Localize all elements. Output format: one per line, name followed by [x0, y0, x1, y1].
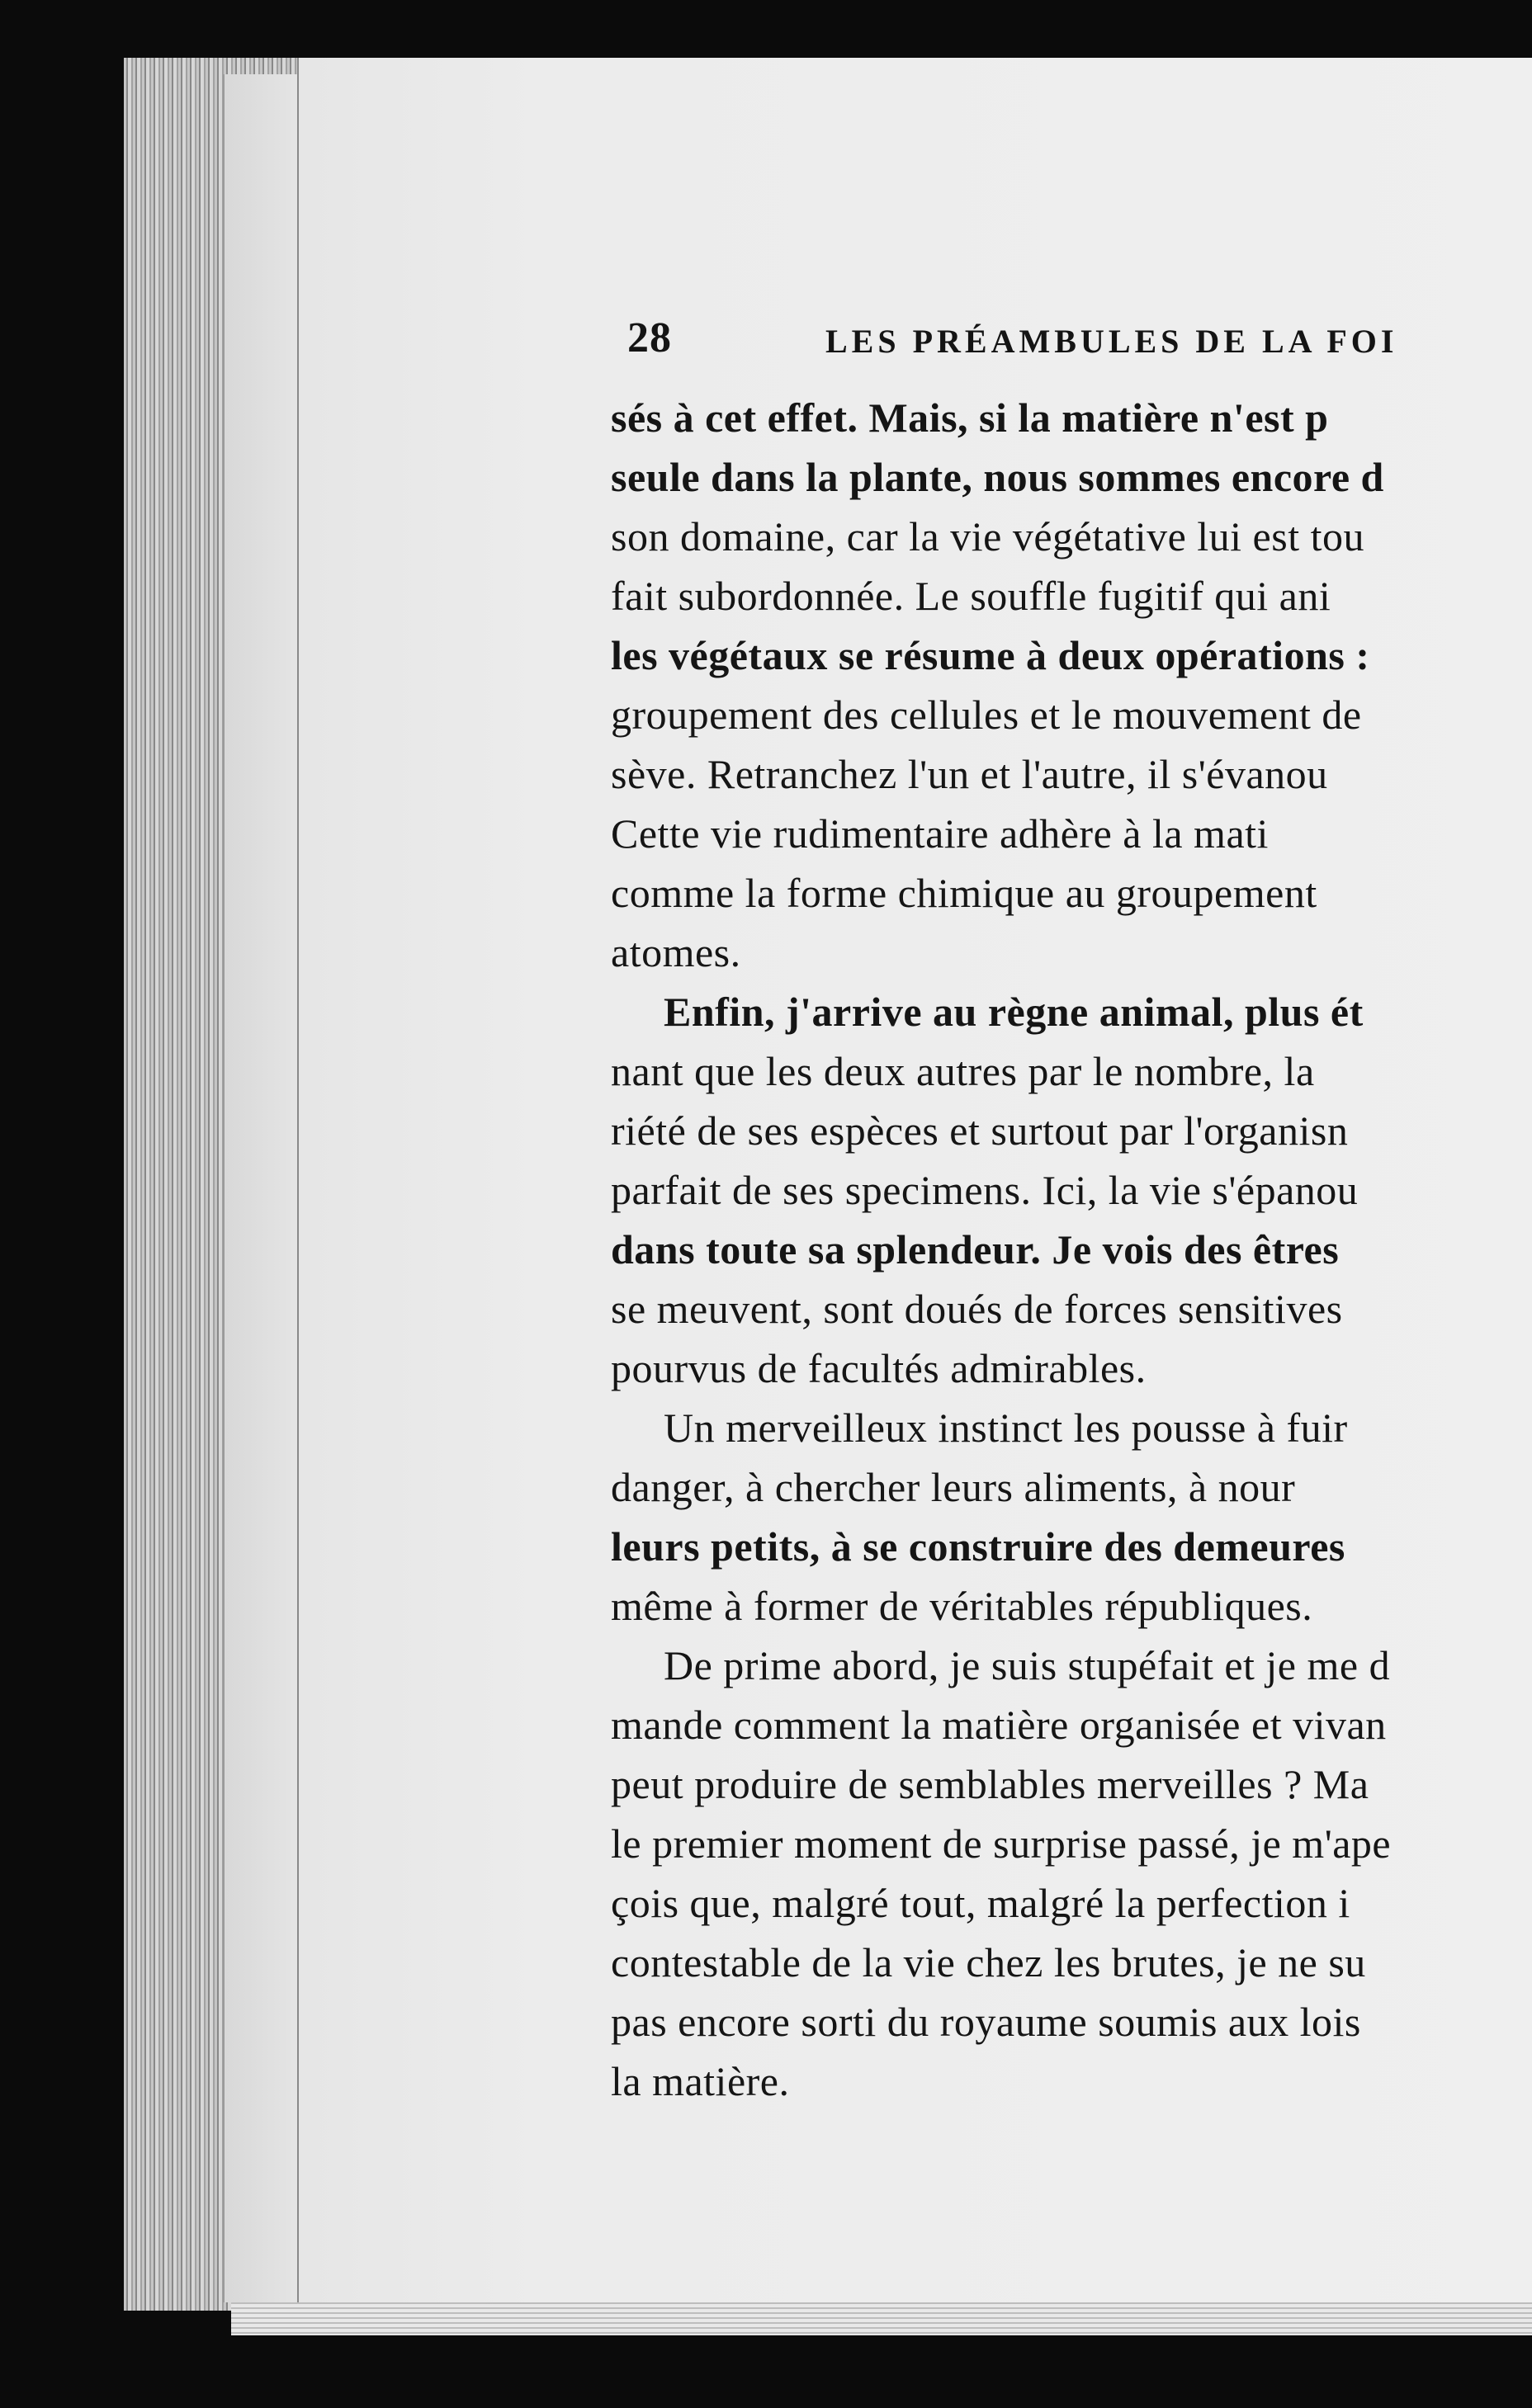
text-line-27: contestable de la vie chez les brutes, je ne su [611, 1939, 1366, 1985]
text-line-12: nant que les deux autres par le nombre, la [611, 1048, 1315, 1094]
text-line-3: son domaine, car la vie végétative lui est tou [611, 513, 1364, 560]
text-line-16: se meuvent, sont doués de forces sensitives [611, 1286, 1343, 1332]
text-line-6: groupement des cellules et le mouvement de [611, 692, 1362, 738]
text-line-28: pas encore sorti du royaume soumis aux lois [611, 1999, 1361, 2045]
text-line-29: la matière. [611, 2058, 790, 2104]
page-bottom-edge [231, 2302, 1532, 2335]
text-line-23: mande comment la matière organisée et vivan [611, 1702, 1387, 1748]
text-line-26: çois que, malgré tout, malgré la perfection i [611, 1880, 1350, 1926]
page-number: 28 [627, 314, 672, 361]
text-line-18: Un merveilleux instinct les pousse à fuir [664, 1405, 1348, 1451]
text-line-7: sève. Retranchez l'un et l'autre, il s'évanou [611, 751, 1328, 797]
page-header [627, 305, 1532, 388]
text-line-5: les végétaux se résume à deux opérations : [611, 632, 1370, 678]
text-line-20: leurs petits, à se construire des demeures [611, 1523, 1345, 1570]
text-line-25: le premier moment de surprise passé, je m'ape [611, 1820, 1392, 1867]
text-line-17: pourvus de facultés admirables. [611, 1345, 1147, 1391]
text-line-13: riété de ses espèces et surtout par l'organisn [611, 1107, 1349, 1154]
text-line-4: fait subordonnée. Le souffle fugitif qui ani [611, 573, 1331, 619]
text-line-22: De prime abord, je suis stupéfait et je me d [664, 1642, 1391, 1688]
text-line-15: dans toute sa splendeur. Je vois des êtres [611, 1226, 1340, 1272]
text-line-1: sés à cet effet. Mais, si la matière n'est p [611, 394, 1329, 441]
text-line-9: comme la forme chimique au groupement [611, 870, 1317, 916]
text-line-24: peut produire de semblables merveilles ? Ma [611, 1761, 1369, 1807]
text-line-14: parfait de ses specimens. Ici, la vie s'épanou [611, 1167, 1359, 1213]
running-title: LES PRÉAMBULES DE LA FOI [825, 323, 1398, 360]
text-line-8: Cette vie rudimentaire adhère à la mati [611, 810, 1269, 857]
text-line-19: danger, à chercher leurs aliments, à nour [611, 1464, 1296, 1510]
body-text [611, 388, 1532, 2162]
text-line-21: même à former de véritables républiques. [611, 1583, 1313, 1629]
text-line-2: seule dans la plante, nous sommes encore d [611, 454, 1384, 500]
text-line-10: atomes. [611, 929, 741, 975]
text-line-11: Enfin, j'arrive au règne animal, plus ét [664, 989, 1364, 1035]
